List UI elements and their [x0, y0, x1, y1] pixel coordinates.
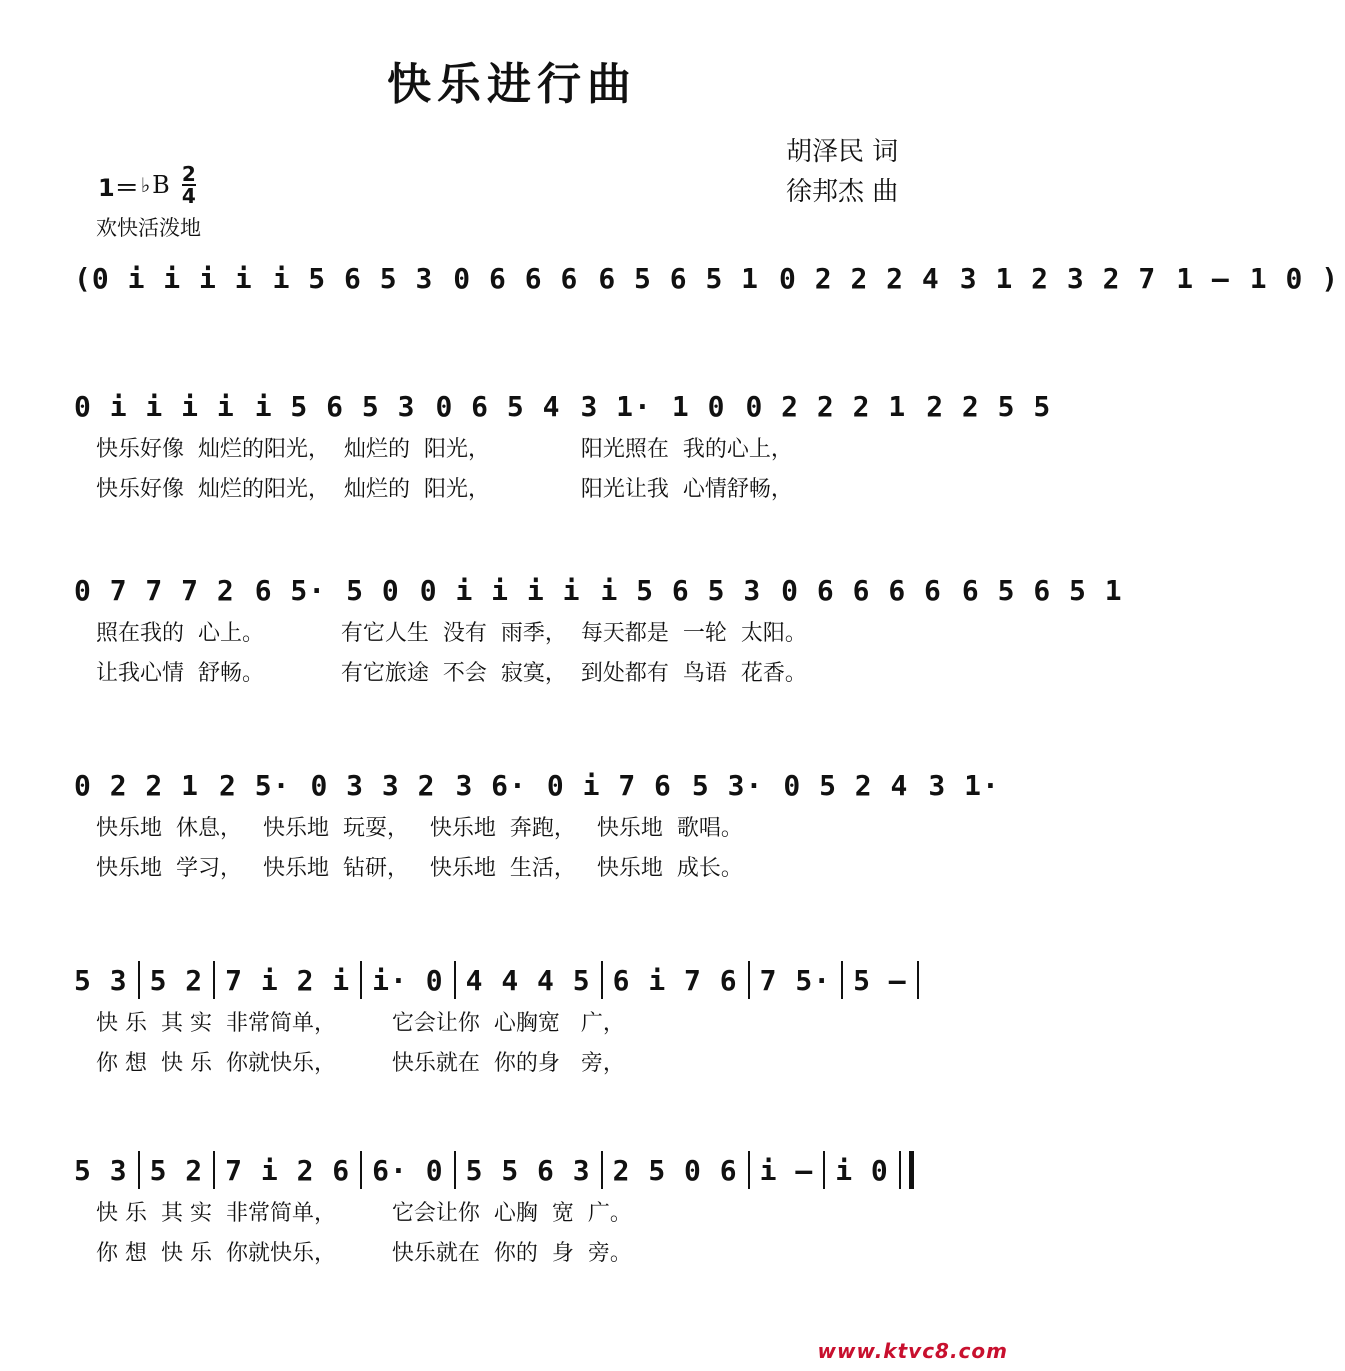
- staff-row: [74, 570, 1123, 694]
- lyricist-credit: 胡泽民 词: [786, 137, 899, 167]
- lyric-line: 快乐地 休息， 快乐地 玩耍， 快乐地 奔跑， 快乐地 歌唱。: [96, 816, 743, 841]
- measure: 6 5 6 5 1: [961, 573, 1123, 607]
- measure: i 0: [835, 1153, 889, 1187]
- lyric-line: 照在我的 心上。 有它人生 没有 雨季， 每天都是 一轮 太阳。: [96, 621, 807, 646]
- measure: 0 2 2 2 4: [779, 261, 940, 295]
- lyric-line: 快乐好像 灿烂的阳光， 灿烂的 阳光， 阳光让我 心情舒畅，: [96, 477, 793, 502]
- measure: 5 2: [149, 1153, 204, 1187]
- measure: 6 5 6 5 1: [598, 261, 760, 295]
- barline: [601, 961, 603, 999]
- measure: 3 1·: [928, 768, 1000, 802]
- measure: 0 3 3 2: [310, 768, 436, 802]
- barline: [138, 1151, 140, 1189]
- time-bottom: 4: [181, 184, 196, 208]
- measure: 3 1 2 3 2 7: [959, 261, 1157, 295]
- barline: [138, 961, 140, 999]
- measure: 3 6·: [455, 768, 527, 802]
- measure: 2 5·: [219, 768, 291, 802]
- key-prefix: 1＝: [98, 173, 139, 202]
- credits: [786, 132, 898, 212]
- barline: [823, 1151, 825, 1189]
- lyric-line: 快乐好像 灿烂的阳光， 灿烂的 阳光， 阳光照在 我的心上，: [96, 437, 793, 462]
- measure: 1 –: [1176, 261, 1230, 295]
- measure: 5 0: [346, 573, 400, 607]
- measure: 0 i i i i: [74, 389, 235, 423]
- lyric-line: 快 乐 其 实 非常简单， 它会让你 心胸宽 广，: [96, 1011, 625, 1036]
- measure: 2 5 0 6: [612, 1153, 738, 1187]
- watermark: www.ktvc8.com: [817, 1339, 1008, 1363]
- measure: i 5 6 5 3: [254, 389, 416, 423]
- key-note: B: [152, 171, 170, 199]
- measure: 6 5·: [254, 573, 327, 607]
- lyric-line: 快乐地 学习， 快乐地 钻研， 快乐地 生活， 快乐地 成长。: [96, 856, 743, 881]
- tempo-marking: 欢快活泼地: [96, 216, 201, 240]
- measure: 5 3: [74, 963, 128, 997]
- barline: [454, 961, 456, 999]
- measure: 0 i i i i: [419, 573, 581, 607]
- barline: [601, 1151, 603, 1189]
- lyric-line: 让我心情 舒畅。 有它旅途 不会 寂寞， 到处都有 鸟语 花香。: [96, 661, 807, 686]
- barline: [213, 1151, 215, 1189]
- measure: 1 0: [671, 389, 726, 423]
- measure: i 5 6 5 3: [272, 261, 434, 295]
- measure: 0 6 6 6 6: [781, 573, 942, 607]
- measure: 7 i 2 i: [225, 963, 351, 997]
- measure: i· 0: [372, 963, 444, 997]
- measure: (0 i i i i: [74, 261, 253, 295]
- measure: 0 6 5 4: [435, 389, 561, 423]
- barline: [899, 1151, 914, 1189]
- measure: 0 i 7 6: [546, 768, 672, 802]
- measure: 7 5·: [759, 963, 832, 997]
- measure: 5 5 6 3: [465, 1153, 591, 1187]
- measure: i 5 6 5 3: [600, 573, 762, 607]
- measure: 0 5 2 4: [783, 768, 909, 802]
- measure: 5 3·: [691, 768, 764, 802]
- lyric-line: 快 乐 其 实 非常简单， 它会让你 心胸 宽 广。: [96, 1201, 632, 1226]
- barline: [454, 1151, 456, 1189]
- staff-row: [74, 258, 1340, 298]
- staff-row: [74, 1150, 954, 1274]
- notation-line: [74, 765, 1000, 805]
- barline: [841, 961, 843, 999]
- measure: 0 7 7 7 2: [74, 573, 235, 607]
- flat-symbol: ♭: [140, 173, 151, 197]
- measure: 5 –: [853, 963, 907, 997]
- measure: 6 i 7 6: [612, 963, 738, 997]
- barline: [360, 1151, 362, 1189]
- time-top: 2: [181, 162, 196, 186]
- time-signature: [182, 164, 196, 206]
- measure: 4 4 4 5: [465, 963, 591, 997]
- measure: 1 0 ): [1249, 261, 1340, 295]
- barline: [748, 961, 750, 999]
- notation-line: [74, 258, 1340, 298]
- notation-line: [74, 960, 954, 1000]
- measure: 6· 0: [372, 1153, 444, 1187]
- staff-row: [74, 765, 1000, 889]
- measure: 0 2 2 1: [74, 768, 200, 802]
- notation-line: [74, 386, 1052, 426]
- barline: [917, 961, 919, 999]
- key-signature: [98, 164, 196, 206]
- barline: [360, 961, 362, 999]
- measure: i –: [759, 1153, 814, 1187]
- lyric-line: 你 想 快 乐 你就快乐， 快乐就在 你的身 旁，: [96, 1051, 625, 1076]
- measure: 0 6 6 6: [453, 261, 579, 295]
- staff-row: [74, 960, 954, 1084]
- notation-line: [74, 570, 1123, 610]
- measure: 5 2: [149, 963, 204, 997]
- lyric-line: 你 想 快 乐 你就快乐， 快乐就在 你的 身 旁。: [96, 1241, 632, 1266]
- barline: [748, 1151, 750, 1189]
- measure: 2 2 5 5: [926, 389, 1052, 423]
- composer-credit: 徐邦杰 曲: [786, 177, 899, 207]
- measure: 7 i 2 6: [225, 1153, 351, 1187]
- notation-line: [74, 1150, 954, 1190]
- measure: 0 2 2 2 1: [745, 389, 907, 423]
- staff-row: [74, 386, 1052, 510]
- barline: [213, 961, 215, 999]
- song-title: 快乐进行曲: [387, 59, 637, 110]
- measure: 3 1·: [580, 389, 652, 423]
- measure: 5 3: [74, 1153, 128, 1187]
